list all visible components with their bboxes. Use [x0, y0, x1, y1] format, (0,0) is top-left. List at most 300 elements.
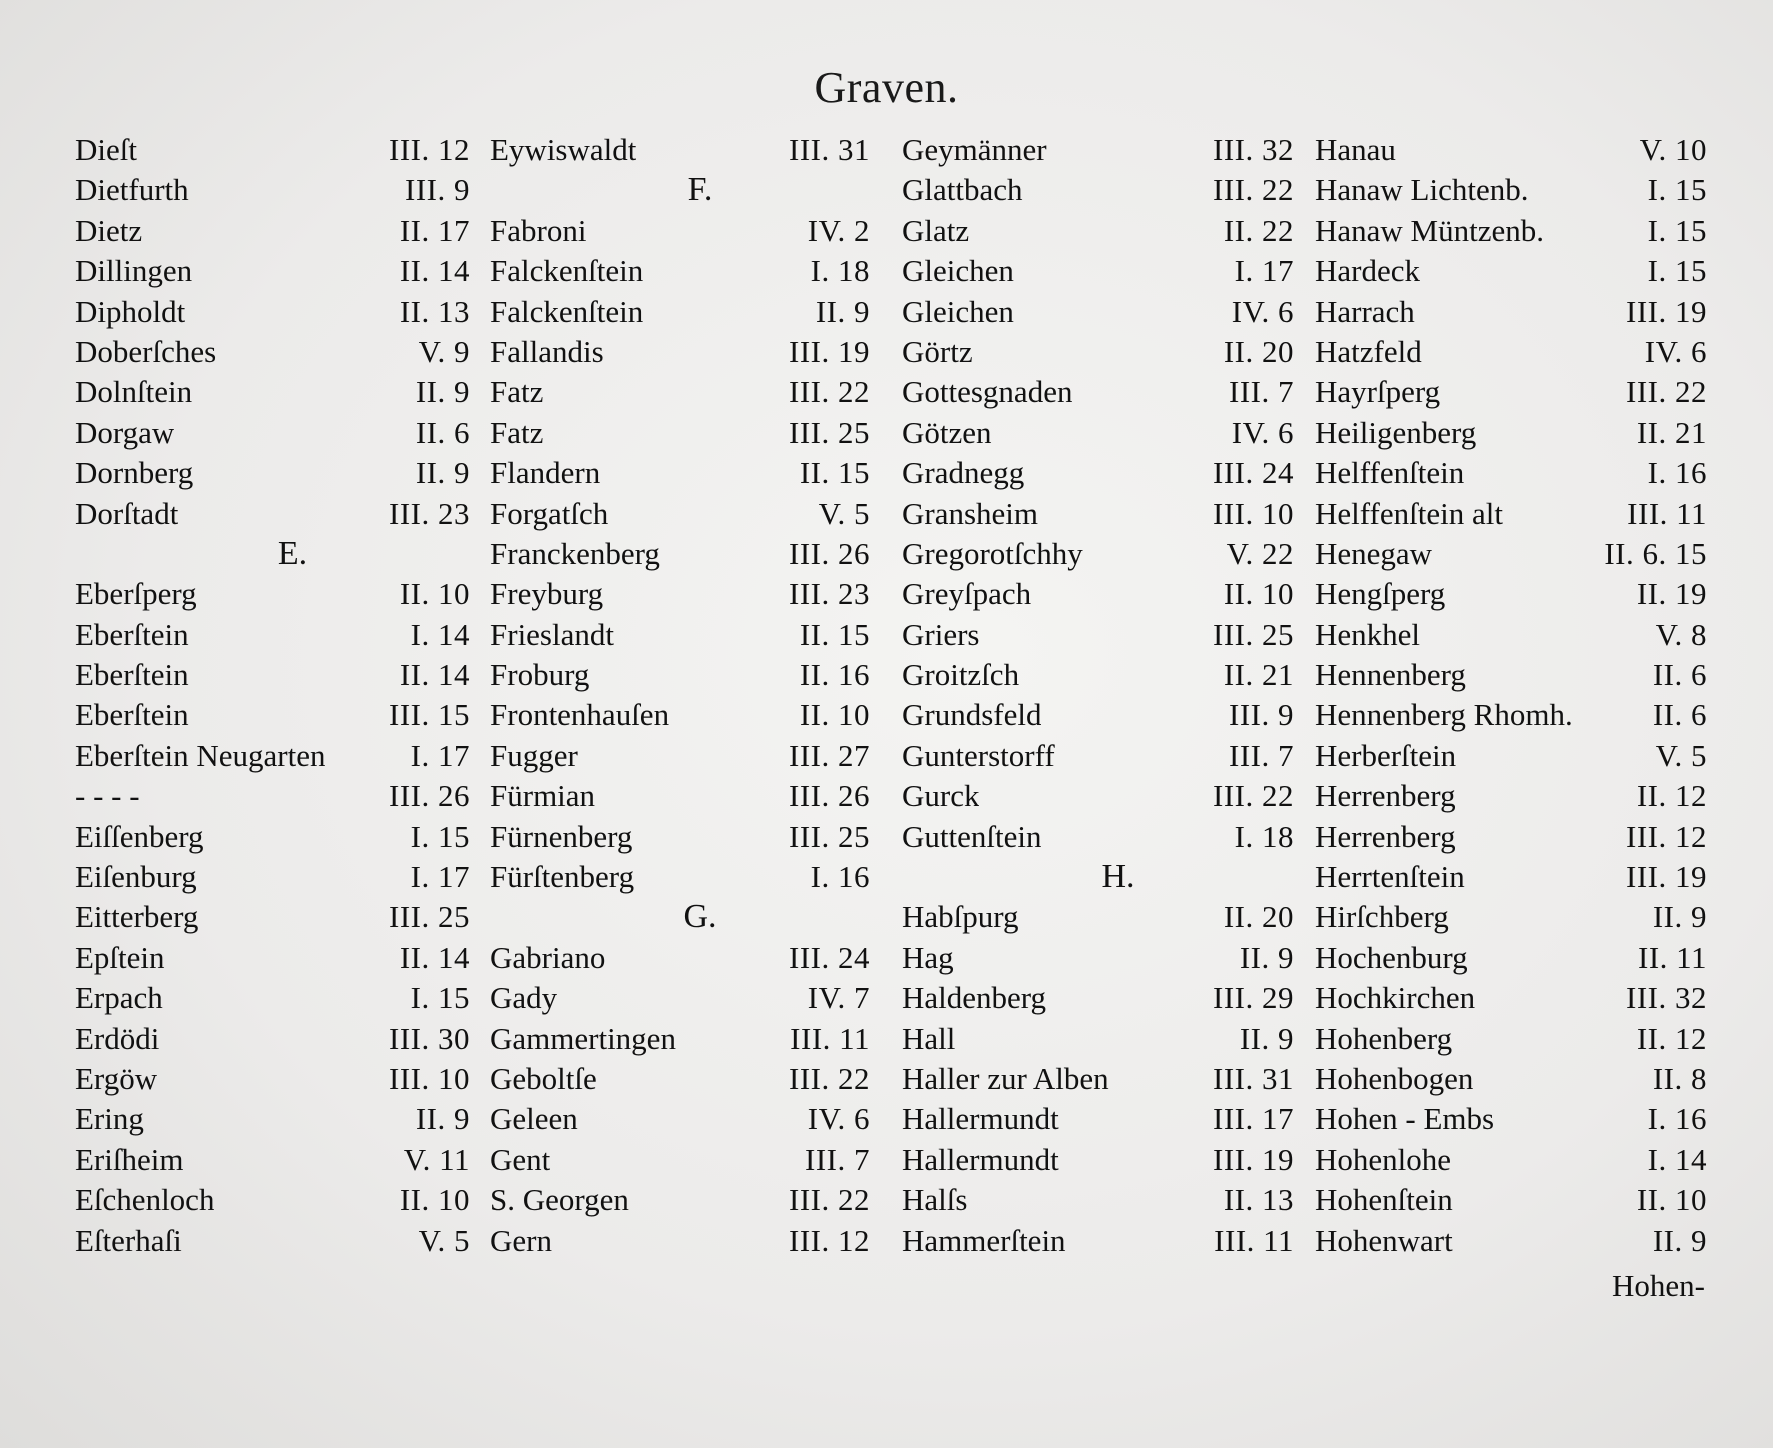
entry-reference: II. 6 — [415, 414, 470, 450]
entry-name: Eberſtein — [75, 616, 189, 652]
entry-name: Gransheim — [902, 495, 1039, 531]
catchword: Hohen- — [1612, 1268, 1705, 1303]
entry-name: Herberſtein — [1315, 737, 1457, 773]
entry-name: Griers — [902, 616, 980, 652]
entry-name: Hennenberg Rhomh. — [1315, 697, 1573, 733]
entry-reference: III. 29 — [1213, 980, 1294, 1016]
entry-reference: III. 26 — [389, 778, 470, 814]
entry-name: Haller zur Alben — [902, 1060, 1109, 1096]
entry-reference: II. 14 — [399, 657, 470, 693]
index-entry — [490, 695, 870, 735]
index-entry — [75, 776, 470, 816]
index-entry — [490, 574, 870, 614]
entry-reference: II. 9 — [1239, 1020, 1294, 1056]
entry-reference: II. 16 — [799, 657, 870, 693]
index-entry — [1315, 413, 1707, 453]
entry-name: Erdödi — [75, 1020, 160, 1056]
entry-reference: III. 25 — [1213, 616, 1294, 652]
index-entry — [902, 615, 1294, 655]
entry-reference: IV. 6 — [1644, 333, 1707, 369]
index-entry — [902, 130, 1294, 170]
entry-name: Hohenwart — [1315, 1222, 1453, 1258]
section-letter-text: F. — [687, 171, 713, 209]
index-entry — [490, 413, 870, 453]
entry-name: Dornberg — [75, 455, 194, 491]
index-entry — [1315, 615, 1707, 655]
entry-name: Hanaw Lichtenb. — [1315, 172, 1529, 208]
entry-name: Fatz — [490, 414, 544, 450]
index-entry — [902, 695, 1294, 735]
entry-name: Hohenſtein — [1315, 1182, 1453, 1218]
entry-reference: IV. 6 — [1231, 293, 1294, 329]
entry-name: Fürſtenberg — [490, 859, 635, 895]
entry-name: Hochkirchen — [1315, 980, 1476, 1016]
section-letter — [75, 534, 470, 574]
index-column-4 — [1315, 130, 1707, 1261]
entry-name: Falckenſtein — [490, 253, 644, 289]
entry-reference: III. 26 — [789, 778, 870, 814]
entry-reference: II. 10 — [399, 1182, 470, 1218]
entry-name: Gern — [490, 1222, 552, 1258]
entry-name: Hammerſtein — [902, 1222, 1066, 1258]
index-entry — [902, 453, 1294, 493]
entry-reference: I. 15 — [1647, 212, 1707, 248]
entry-reference: III. 22 — [1213, 778, 1294, 814]
entry-reference: II. 17 — [399, 212, 470, 248]
index-entry — [1315, 170, 1707, 210]
index-entry — [75, 574, 470, 614]
entry-reference: II. 10 — [799, 697, 870, 733]
entry-reference: II. 9 — [415, 374, 470, 410]
entry-reference: V. 11 — [403, 1141, 470, 1177]
index-entry — [75, 251, 470, 291]
index-entry — [75, 372, 470, 412]
entry-name: Hanaw Müntzenb. — [1315, 212, 1544, 248]
entry-reference: I. 14 — [410, 616, 470, 652]
entry-reference: III. 17 — [1213, 1101, 1294, 1137]
entry-reference: III. 22 — [789, 374, 870, 410]
entry-name: Eberſtein — [75, 697, 189, 733]
entry-reference: III. 11 — [1627, 495, 1707, 531]
index-entry — [75, 857, 470, 897]
entry-name: Dipholdt — [75, 293, 186, 329]
entry-reference: V. 5 — [1655, 737, 1707, 773]
entry-name: Falckenſtein — [490, 293, 644, 329]
index-entry — [902, 413, 1294, 453]
index-entry — [1315, 292, 1707, 332]
entry-name: Glatz — [902, 212, 970, 248]
index-entry — [490, 1099, 870, 1139]
entry-name: Eſchenloch — [75, 1182, 215, 1218]
entry-name: Forgatſch — [490, 495, 609, 531]
index-entry — [1315, 1140, 1707, 1180]
entry-name: Gregorotſchhy — [902, 535, 1083, 571]
index-entry — [1315, 534, 1707, 574]
entry-name: Greyſpach — [902, 576, 1032, 612]
index-entry — [75, 170, 470, 210]
entry-reference: IV. 6 — [807, 1101, 870, 1137]
entry-name: Fabroni — [490, 212, 587, 248]
index-entry — [1315, 574, 1707, 614]
entry-name: Erpach — [75, 980, 163, 1016]
index-entry — [75, 413, 470, 453]
entry-reference: II. 20 — [1223, 333, 1294, 369]
index-entry — [490, 1059, 870, 1099]
entry-name: Gabriano — [490, 939, 606, 975]
entry-reference: III. 25 — [389, 899, 470, 935]
entry-reference: III. 9 — [1229, 697, 1294, 733]
index-entry — [902, 1140, 1294, 1180]
entry-name: Dillingen — [75, 253, 193, 289]
entry-reference: III. 22 — [1626, 374, 1707, 410]
entry-name: Götzen — [902, 414, 992, 450]
entry-reference: III. 10 — [389, 1060, 470, 1096]
index-entry — [1315, 695, 1707, 735]
entry-reference: II. 10 — [1223, 576, 1294, 612]
entry-reference: III. 25 — [789, 818, 870, 854]
entry-reference: II. 14 — [399, 939, 470, 975]
index-entry — [75, 978, 470, 1018]
entry-reference: I. 16 — [1647, 455, 1707, 491]
entry-name: Helffenſtein — [1315, 455, 1465, 491]
entry-reference: III. 7 — [1229, 737, 1294, 773]
index-entry — [490, 130, 870, 170]
entry-reference: I. 18 — [810, 253, 870, 289]
index-entry — [902, 776, 1294, 816]
entry-reference: I. 14 — [1647, 1141, 1707, 1177]
entry-name: Eitterberg — [75, 899, 199, 935]
index-entry — [75, 1019, 470, 1059]
index-entry — [902, 897, 1294, 937]
entry-reference: III. 22 — [1213, 172, 1294, 208]
entry-name: Groitzſch — [902, 657, 1020, 693]
entry-reference: III. 25 — [789, 414, 870, 450]
index-entry — [75, 1221, 470, 1261]
entry-reference: II. 12 — [1636, 778, 1707, 814]
entry-name: Görtz — [902, 333, 973, 369]
entry-name: Ergöw — [75, 1060, 158, 1096]
index-entry — [1315, 453, 1707, 493]
entry-name: Herrenberg — [1315, 778, 1456, 814]
index-entry — [75, 897, 470, 937]
entry-name: Glattbach — [902, 172, 1023, 208]
entry-reference: I. 16 — [810, 859, 870, 895]
section-letter-text: E. — [277, 534, 308, 572]
entry-reference: III. 22 — [789, 1182, 870, 1218]
page-title: Graven. — [814, 63, 959, 112]
entry-name: Franckenberg — [490, 535, 660, 571]
index-column-2 — [490, 130, 870, 1261]
entry-name: Hayrſperg — [1315, 374, 1441, 410]
entry-reference: V. 10 — [1639, 132, 1707, 167]
entry-name: Hennenberg — [1315, 657, 1466, 693]
index-entry — [490, 978, 870, 1018]
entry-name: Eriſheim — [75, 1141, 184, 1177]
index-entry — [75, 292, 470, 332]
index-entry — [75, 1059, 470, 1099]
index-entry — [1315, 978, 1707, 1018]
index-column-1 — [75, 130, 470, 1261]
entry-name: Hohen - Embs — [1315, 1101, 1495, 1137]
entry-name: Gammertingen — [490, 1020, 676, 1056]
entry-name: S. Georgen — [490, 1182, 629, 1218]
entry-name: Hirſchberg — [1315, 899, 1449, 935]
entry-reference: II. 9 — [415, 455, 470, 491]
entry-reference: II. 6 — [1652, 697, 1707, 733]
entry-name: Hohenlohe — [1315, 1141, 1452, 1177]
index-entry — [902, 494, 1294, 534]
entry-reference: II. 20 — [1223, 899, 1294, 935]
entry-name: - - - - — [75, 778, 140, 814]
entry-reference: I. 15 — [1647, 172, 1707, 208]
entry-reference: II. 11 — [1638, 939, 1707, 975]
index-entry — [75, 494, 470, 534]
entry-name: Ering — [75, 1101, 144, 1137]
entry-reference: II. 13 — [1223, 1182, 1294, 1218]
entry-reference: II. 22 — [1223, 212, 1294, 248]
entry-name: Eſterhaſi — [75, 1222, 182, 1258]
entry-name: Helffenſtein alt — [1315, 495, 1503, 531]
entry-reference: II. 9 — [1652, 1222, 1707, 1258]
index-entry — [490, 332, 870, 372]
entry-reference: III. 26 — [789, 535, 870, 571]
entry-reference: II. 19 — [1636, 576, 1707, 612]
index-entry — [490, 857, 870, 897]
entry-reference: III. 22 — [789, 1060, 870, 1096]
index-entry — [902, 655, 1294, 695]
index-entry — [75, 1180, 470, 1220]
entry-reference: III. 12 — [789, 1222, 870, 1258]
index-entry — [490, 776, 870, 816]
entry-name: Hatzfeld — [1315, 333, 1422, 369]
section-letter — [490, 170, 870, 210]
index-entry — [490, 1180, 870, 1220]
entry-name: Hag — [902, 939, 954, 975]
section-letter-text: G. — [683, 898, 717, 936]
entry-name: Eywiswaldt — [490, 132, 637, 167]
entry-name: Eberſtein — [75, 657, 189, 693]
index-entry — [902, 251, 1294, 291]
entry-name: Fürmian — [490, 778, 596, 814]
entry-reference: I. 15 — [410, 818, 470, 854]
entry-name: Dietz — [75, 212, 143, 248]
index-entry — [490, 655, 870, 695]
index-entry — [902, 332, 1294, 372]
index-entry — [1315, 1099, 1707, 1139]
index-entry — [902, 1180, 1294, 1220]
entry-name: Doberſches — [75, 333, 217, 369]
entry-reference: I. 16 — [1647, 1101, 1707, 1137]
index-entry — [490, 211, 870, 251]
entry-reference: III. 15 — [389, 697, 470, 733]
section-letter — [902, 857, 1294, 897]
entry-name: Epſtein — [75, 939, 165, 975]
index-entry — [75, 1099, 470, 1139]
entry-name: Gleichen — [902, 253, 1014, 289]
entry-name: Dorgaw — [75, 414, 175, 450]
section-letter-text: H. — [1101, 858, 1135, 896]
entry-reference: V. 5 — [418, 1222, 470, 1258]
entry-reference: I. 17 — [410, 737, 470, 773]
index-entry — [1315, 1059, 1707, 1099]
entry-name: Habſpurg — [902, 899, 1019, 935]
entry-reference: III. 12 — [1626, 818, 1707, 854]
index-entry — [75, 695, 470, 735]
entry-name: Henkhel — [1315, 616, 1421, 652]
entry-name: Flandern — [490, 455, 601, 491]
index-entry — [902, 211, 1294, 251]
index-entry — [75, 332, 470, 372]
entry-reference: III. 31 — [789, 132, 870, 167]
entry-name: Frieslandt — [490, 616, 614, 652]
index-entry — [75, 211, 470, 251]
index-entry — [490, 534, 870, 574]
index-entry — [902, 978, 1294, 1018]
entry-name: Gottesgnaden — [902, 374, 1073, 410]
entry-name: Froburg — [490, 657, 590, 693]
entry-reference: I. 18 — [1234, 818, 1294, 854]
index-entry — [75, 655, 470, 695]
entry-name: Hengſperg — [1315, 576, 1446, 612]
index-entry — [1315, 1221, 1707, 1261]
index-entry — [75, 938, 470, 978]
index-entry — [1315, 1180, 1707, 1220]
index-entry — [75, 736, 470, 776]
index-entry — [902, 817, 1294, 857]
entry-name: Halſs — [902, 1182, 968, 1218]
entry-name: Grundsfeld — [902, 697, 1042, 733]
entry-reference: I. 17 — [1234, 253, 1294, 289]
entry-name: Haldenberg — [902, 980, 1047, 1016]
entry-reference: II. 15 — [799, 616, 870, 652]
index-entry — [902, 1019, 1294, 1059]
entry-reference: III. 19 — [1626, 859, 1707, 895]
entry-reference: III. 27 — [789, 737, 870, 773]
entry-name: Dieſt — [75, 132, 137, 167]
entry-name: Gleichen — [902, 293, 1014, 329]
index-entry — [490, 1019, 870, 1059]
entry-name: Hallermundt — [902, 1101, 1059, 1137]
entry-name: Fürnenberg — [490, 818, 633, 854]
entry-name: Dorſtadt — [75, 495, 179, 531]
index-entry — [75, 817, 470, 857]
entry-name: Herrenberg — [1315, 818, 1456, 854]
entry-name: Geymänner — [902, 132, 1047, 167]
entry-reference: III. 19 — [1213, 1141, 1294, 1177]
index-entry — [490, 615, 870, 655]
entry-reference: V. 9 — [418, 333, 470, 369]
entry-name: Eberſtein Neugarten — [75, 737, 326, 773]
index-entry — [902, 1221, 1294, 1261]
entry-reference: II. 9 — [815, 293, 870, 329]
index-entry — [1315, 332, 1707, 372]
entry-name: Herrtenſtein — [1315, 859, 1465, 895]
entry-name: Gradnegg — [902, 455, 1025, 491]
entry-name: Hochenburg — [1315, 939, 1468, 975]
index-entry — [1315, 372, 1707, 412]
entry-name: Hohenberg — [1315, 1020, 1453, 1056]
entry-reference: III. 32 — [1626, 980, 1707, 1016]
index-entry — [490, 817, 870, 857]
entry-reference: II. 9 — [1239, 939, 1294, 975]
entry-reference: II. 9 — [415, 1101, 470, 1137]
entry-reference: V. 5 — [818, 495, 870, 531]
entry-reference: III. 7 — [805, 1141, 870, 1177]
entry-reference: II. 6. 15 — [1604, 535, 1707, 571]
entry-name: Fugger — [490, 737, 578, 773]
entry-name: Henegaw — [1315, 535, 1433, 571]
entry-reference: IV. 7 — [807, 980, 870, 1016]
entry-reference: III. 31 — [1213, 1060, 1294, 1096]
entry-reference: I. 15 — [1647, 253, 1707, 289]
entry-name: Fatz — [490, 374, 544, 410]
index-entry — [1315, 211, 1707, 251]
index-entry — [902, 736, 1294, 776]
index-entry — [75, 130, 470, 170]
entry-reference: IV. 2 — [807, 212, 870, 248]
entry-name: Geboltſe — [490, 1060, 597, 1096]
entry-name: Hallermundt — [902, 1141, 1059, 1177]
index-entry — [1315, 938, 1707, 978]
entry-reference: II. 10 — [1636, 1182, 1707, 1218]
index-entry — [1315, 736, 1707, 776]
entry-reference: III. 32 — [1213, 132, 1294, 167]
index-entry — [902, 938, 1294, 978]
entry-name: Gunterstorff — [902, 737, 1055, 773]
index-entry — [902, 534, 1294, 574]
index-entry — [490, 938, 870, 978]
entry-name: Hardeck — [1315, 253, 1420, 289]
entry-name: Dietfurth — [75, 172, 189, 208]
entry-reference: I. 15 — [410, 980, 470, 1016]
entry-reference: II. 13 — [399, 293, 470, 329]
entry-reference: III. 11 — [1214, 1222, 1294, 1258]
entry-reference: I. 17 — [410, 859, 470, 895]
index-entry — [1315, 655, 1707, 695]
entry-reference: II. 21 — [1223, 657, 1294, 693]
index-entry — [490, 494, 870, 534]
entry-name: Geleen — [490, 1101, 578, 1137]
index-entry — [902, 170, 1294, 210]
index-entry — [75, 615, 470, 655]
index-entry — [902, 372, 1294, 412]
entry-name: Freyburg — [490, 576, 604, 612]
index-entry — [902, 292, 1294, 332]
index-entry — [1315, 857, 1707, 897]
entry-reference: III. 10 — [1213, 495, 1294, 531]
entry-name: Fallandis — [490, 333, 604, 369]
section-letter — [490, 897, 870, 937]
entry-reference: III. 19 — [1626, 293, 1707, 329]
entry-name: Hall — [902, 1020, 956, 1056]
index-entry — [490, 251, 870, 291]
index-entry — [1315, 251, 1707, 291]
entry-reference: II. 14 — [399, 253, 470, 289]
entry-reference: II. 6 — [1652, 657, 1707, 693]
index-entry — [490, 372, 870, 412]
entry-reference: II. 12 — [1636, 1020, 1707, 1056]
entry-reference: III. 12 — [389, 132, 470, 167]
entry-reference: III. 9 — [405, 172, 470, 208]
entry-reference: III. 19 — [789, 333, 870, 369]
entry-reference: III. 23 — [389, 495, 470, 531]
index-entry — [490, 1140, 870, 1180]
index-entry — [490, 292, 870, 332]
entry-name: Hohenbogen — [1315, 1060, 1474, 1096]
entry-name: Eiſenburg — [75, 859, 197, 895]
entry-reference: II. 8 — [1652, 1060, 1707, 1096]
entry-name: Guttenſtein — [902, 818, 1042, 854]
